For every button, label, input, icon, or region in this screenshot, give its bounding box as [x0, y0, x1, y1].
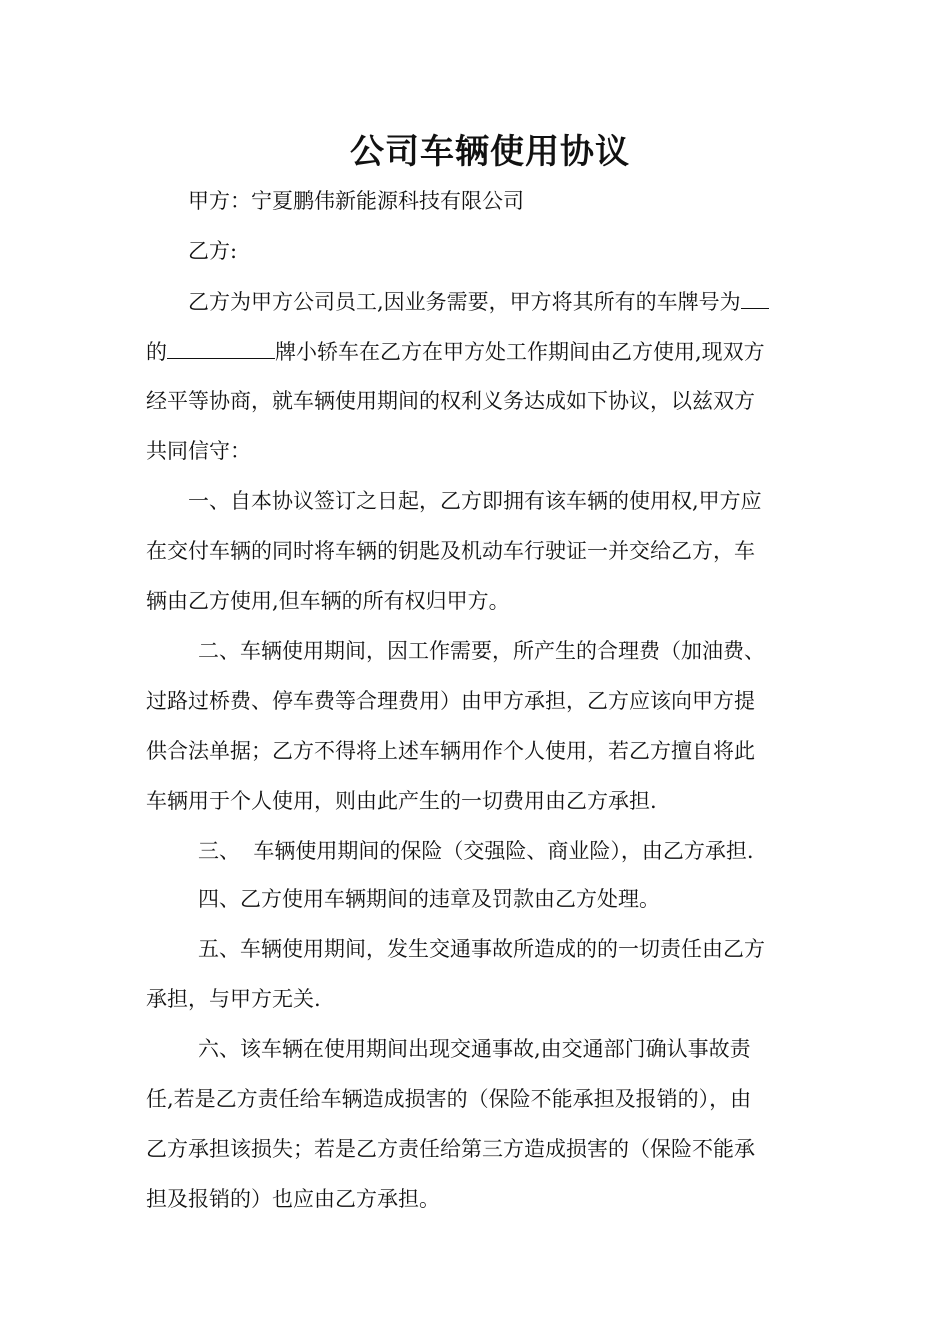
clause-3-line-1: 三、 车辆使用期间的保险（交强险、商业险），由乙方承担.	[198, 839, 754, 863]
intro-text-1: 乙方为甲方公司员工,因业务需要，甲方将其所有的车牌号为	[188, 290, 741, 314]
plate-number-blank	[741, 286, 769, 309]
intro-text-2b: 牌小轿车在乙方在甲方处工作期间由乙方使用,现双方	[275, 340, 765, 364]
clause-5-line-2: 承担，与甲方无关.	[146, 987, 321, 1011]
clause-2-line-2: 过路过桥费、停车费等合理费用）由甲方承担，乙方应该向甲方提	[146, 689, 755, 713]
clause-1-line-3: 辆由乙方使用,但车辆的所有权归甲方。	[146, 589, 510, 613]
clause-6-line-4: 担及报销的）也应由乙方承担。	[146, 1187, 440, 1211]
intro-line-4: 共同信守：	[146, 439, 251, 463]
clause-1-line-2: 在交付车辆的同时将车辆的钥匙及机动车行驶证一并交给乙方，车	[146, 539, 755, 563]
clause-1-line-1: 一、自本协议签订之日起，乙方即拥有该车辆的使用权,甲方应	[188, 489, 762, 513]
party-b-line: 乙方:	[188, 239, 238, 263]
intro-line-1	[188, 286, 848, 317]
clause-4-line-1: 四、乙方使用车辆期间的违章及罚款由乙方处理。	[198, 887, 660, 911]
intro-text-2a: 的	[146, 340, 167, 364]
intro-line-3: 经平等协商，就车辆使用期间的权利义务达成如下协议，以兹双方	[146, 389, 755, 413]
party-a-line: 甲方：宁夏鹏伟新能源科技有限公司	[188, 189, 524, 213]
clause-6-line-2: 任,若是乙方责任给车辆造成损害的（保险不能承担及报销的），由	[146, 1087, 752, 1111]
clause-6-line-1: 六、该车辆在使用期间出现交通事故,由交通部门确认事故责	[198, 1037, 751, 1061]
car-brand-blank	[167, 336, 275, 359]
clause-2-line-3: 供合法单据；乙方不得将上述车辆用作个人使用，若乙方擅自将此	[146, 739, 755, 763]
document-title: 公司车辆使用协议	[350, 132, 630, 172]
clause-5-line-1: 五、车辆使用期间，发生交通事故所造成的的一切责任由乙方	[198, 937, 765, 961]
clause-2-line-1: 二、车辆使用期间，因工作需要，所产生的合理费（加油费、	[198, 639, 765, 663]
clause-6-line-3: 乙方承担该损失；若是乙方责任给第三方造成损害的（保险不能承	[146, 1137, 755, 1161]
clause-2-line-4: 车辆用于个人使用，则由此产生的一切费用由乙方承担.	[146, 789, 657, 813]
intro-line-2	[146, 336, 806, 367]
